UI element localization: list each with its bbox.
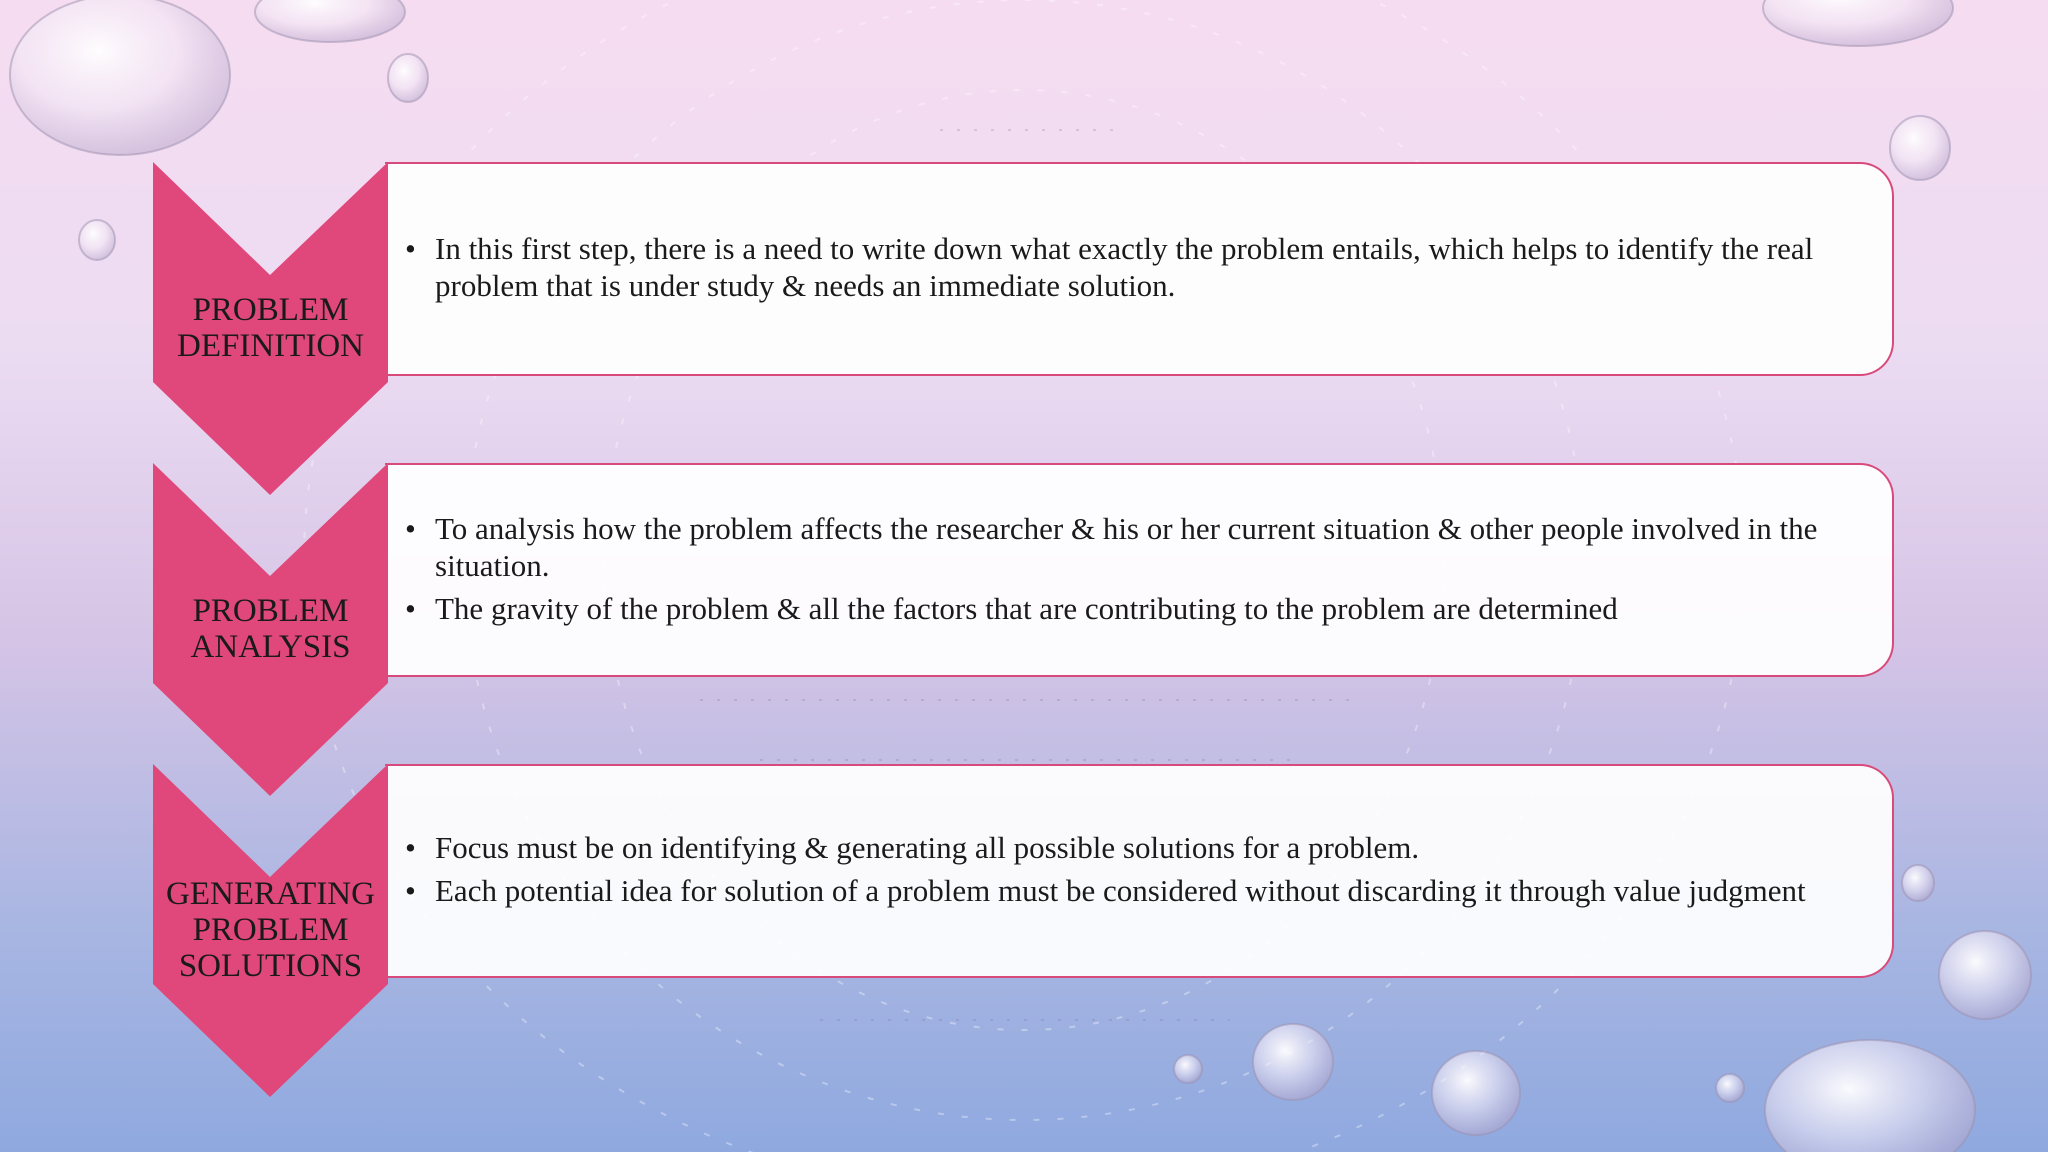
step-description-card	[385, 764, 1894, 978]
step-label	[153, 292, 388, 364]
chevron-shape	[153, 162, 388, 495]
step-label-line: GENERATING	[166, 876, 375, 912]
step-label	[153, 593, 388, 665]
bullet-item: • To analysis how the problem affects the researcher & his or her current situation & other people involved in the situation.	[405, 510, 1818, 583]
step-label-line: PROBLEM	[192, 593, 349, 629]
bullet-item: • The gravity of the problem & all the factors that are contributing to the problem are determined	[405, 590, 1618, 626]
chevron-shape	[153, 463, 388, 796]
step-label-line: ANALYSIS	[190, 629, 351, 665]
step-label-line: DEFINITION	[177, 328, 364, 364]
step-label	[153, 876, 388, 984]
bullet-item: • Focus must be on identifying & generating all possible solutions for a problem.	[405, 830, 1420, 865]
step-description-card	[385, 162, 1894, 376]
step-description-card	[385, 463, 1894, 677]
bullet-item: • In this first step, there is a need to write down what exactly the problem entails, which helps to identify the real problem that is under study & needs an immediate solution.	[405, 231, 1814, 303]
step-label-line: PROBLEM	[192, 912, 349, 948]
chevron-shape	[153, 764, 388, 1097]
bullet-list	[405, 228, 1868, 310]
step-label-line: PROBLEM	[192, 292, 349, 328]
step-label-line: SOLUTIONS	[178, 948, 363, 984]
bullet-list	[405, 827, 1868, 915]
bullet-list	[405, 508, 1868, 633]
bullet-item: • Each potential idea for solution of a problem must be considered without discarding it through value judgment	[405, 873, 1806, 908]
